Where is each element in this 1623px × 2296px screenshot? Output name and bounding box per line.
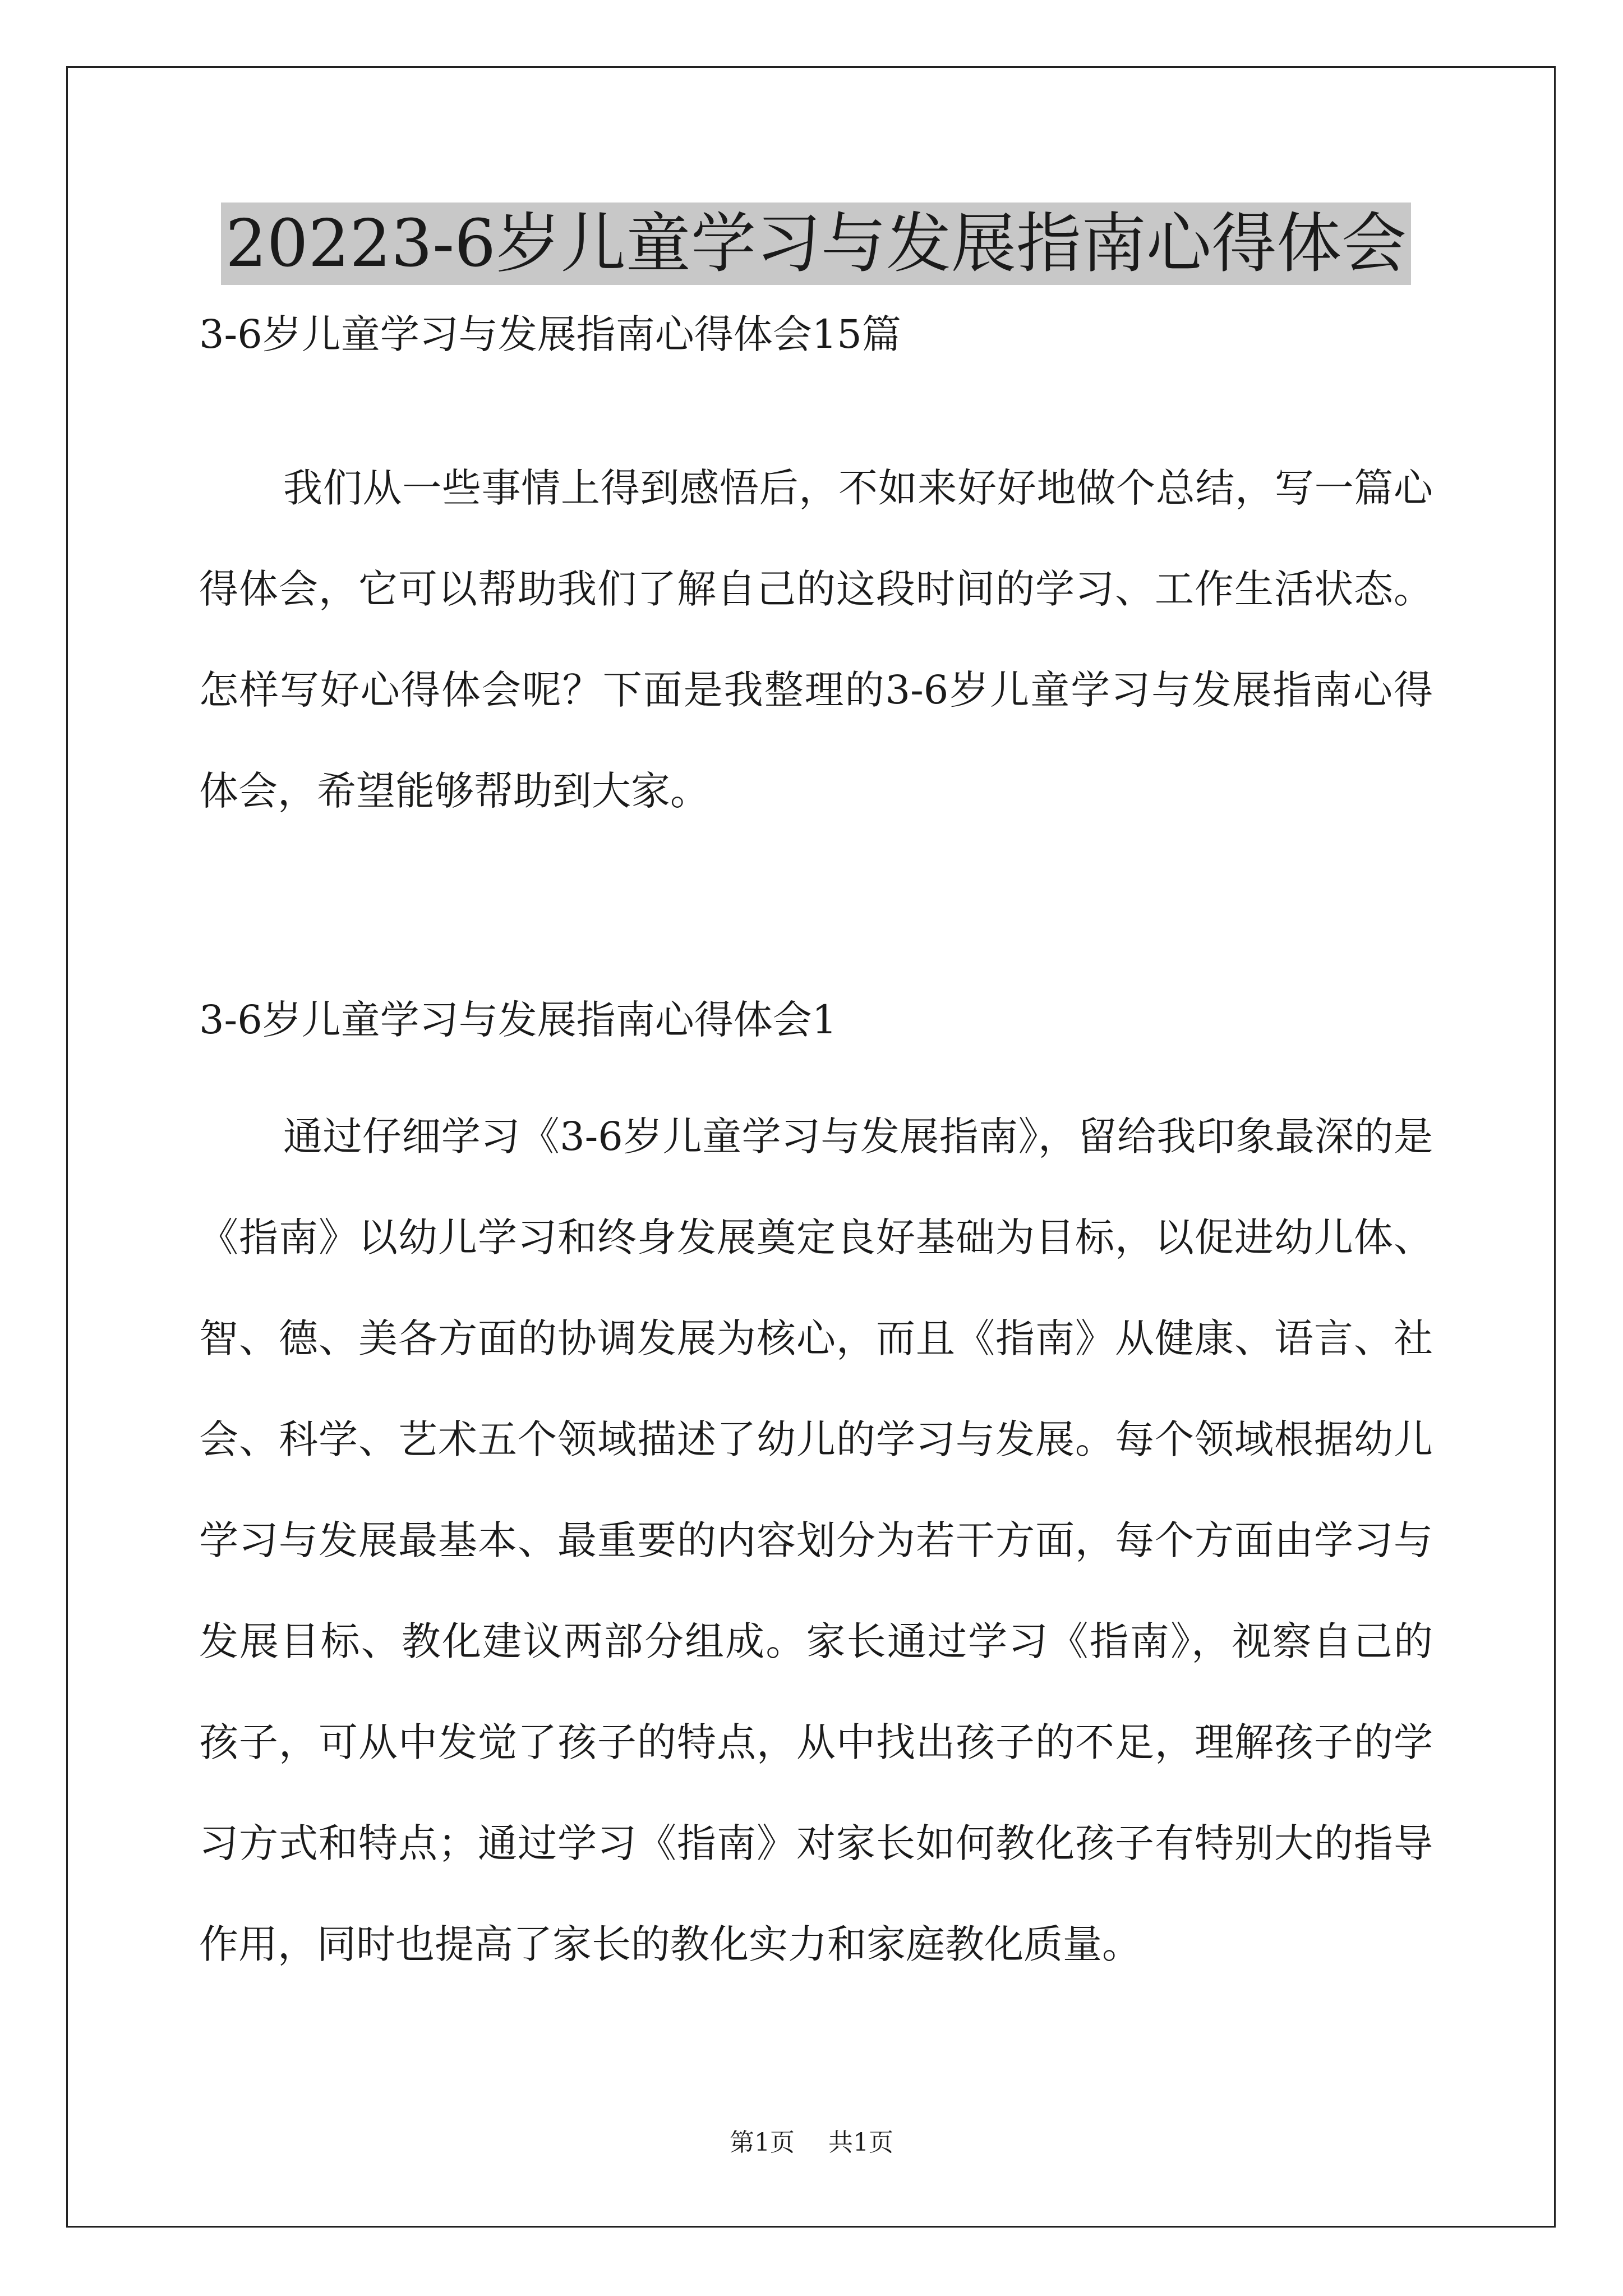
document-title-text: 20223-6岁儿童学习与发展指南心得体会 <box>221 203 1411 285</box>
section-paragraph: 通过仔细学习《3-6岁儿童学习与发展指南》，留给我印象最深的是《指南》以幼儿学习和终身发展奠定良好基础为目标，以促进幼儿体、智、德、美各方面的协调发展为核心，而且《指南》从健康、语言、社会、科学、艺术五个领域描述了幼儿的学习与发展。每个领域根据幼儿学习与发展最基本、最重要的内容划分为若干方面，每个方面由学习与发展目标、教化建议两部分组成。家长通过学习《指南》，视察自己的孩子，可从中发觉了孩子的特点，从中找出孩子的不足，理解孩子的学习方式和特点；通过学习《指南》对家长如何教化孩子有特别大的指导作用，同时也提高了家长的教化实力和家庭教化质量。 <box>199 1114 1433 1967</box>
page-footer <box>0 2126 1623 2160</box>
section-heading: 3-6岁儿童学习与发展指南心得体会1 <box>199 997 837 1043</box>
intro-paragraph: 我们从一些事情上得到感悟后，不如来好好地做个总结，写一篇心得体会，它可以帮助我们了解自己的这段时间的学习、工作生活状态。怎样写好心得体会呢？下面是我整理的3-6岁儿童学习与发展指南心得体会，希望能够帮助到大家。 <box>199 465 1433 814</box>
page-total: 共1页 <box>828 2128 893 2157</box>
page-number: 第1页 <box>730 2128 795 2157</box>
document-subtitle: 3-6岁儿童学习与发展指南心得体会15篇 <box>199 311 901 357</box>
document-title <box>199 202 1433 286</box>
